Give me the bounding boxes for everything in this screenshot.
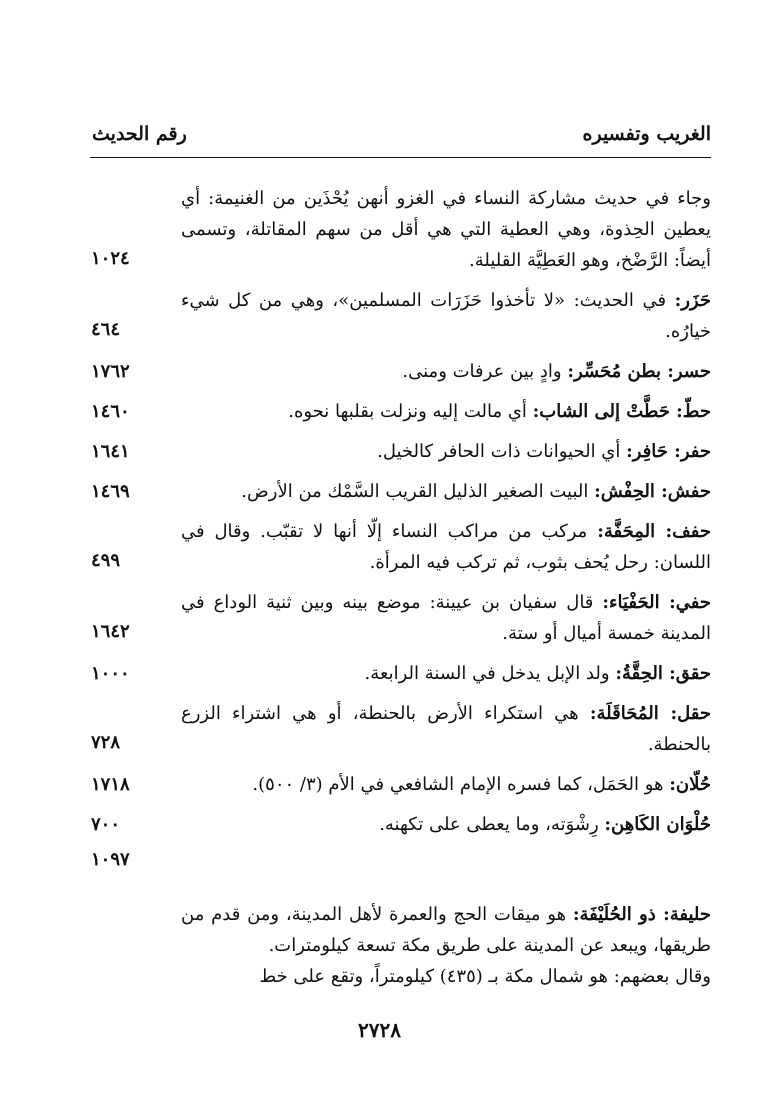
page-number: ٢٧٢٨	[358, 1018, 401, 1042]
entry-definition: مركب من مراكب النساء إلّا أنها لا تقبّب. وقال في اللسان: رحل يُحف بثوب، ثم تركب فيه المرأة.	[181, 521, 711, 573]
entry-text	[181, 396, 711, 427]
glossary-entry	[91, 356, 711, 387]
entry-definition: هو الحَمَل، كما فسره الإمام الشافعي في الأم (٣/ ٥٠٠).	[252, 774, 670, 795]
entry-text	[181, 698, 711, 760]
glossary-entry	[91, 587, 711, 649]
entry-term: حُلْوَان الكَاهِن:	[604, 814, 711, 835]
entry-text	[181, 658, 711, 689]
entry-definition: أي الحيوانات ذات الحافر كالخيل.	[377, 441, 627, 462]
glossary-entry	[91, 476, 711, 507]
entry-text	[181, 183, 711, 276]
hadith-number: ١٤٦٩	[91, 481, 130, 502]
entry-definition: وادٍ بين عرفات ومنى.	[402, 361, 568, 382]
entry-definition: في الحديث: «لا تأخذوا حَزَرَات المسلمين»، وهي من كل شيء خيارُه.	[181, 290, 711, 342]
hadith-number: ١٠٩٧	[91, 849, 130, 870]
entry-term: حطّ: حَطَّتْ إلى الشاب:	[532, 401, 711, 422]
hadith-number: ١٠٢٤	[91, 248, 130, 269]
entry-text	[181, 436, 711, 467]
entry-text	[181, 899, 711, 961]
entry-definition: وجاء في حديث مشاركة النساء في الغزو أنهن يُحْذَين من الغنيمة: أي يعطين الحِذوة، وهي العطية التي هي أقل من سهم المقاتلة، وتسمى أيضاً: الرَّضْخ، وهو العَطِيَّة القليلة.	[181, 188, 711, 271]
glossary-entries	[91, 183, 711, 1001]
entry-text	[181, 809, 711, 840]
entry-definition: البيت الصغير الذليل القريب السَّمْك من الأرض.	[241, 481, 595, 502]
header-rule	[90, 157, 711, 158]
column-heading-hadith-number: رقم الحديث	[92, 123, 187, 145]
entry-definition: ولد الإبل يدخل في السنة الرابعة.	[364, 663, 616, 684]
glossary-entry	[91, 698, 711, 760]
entry-definition: أي مالت إليه ونزلت بقلبها نحوه.	[288, 401, 533, 422]
hadith-number: ٤٩٩	[91, 550, 121, 571]
hadith-number: ٧٠٠	[91, 814, 121, 835]
entry-continuation: وقال بعضهم: هو شمال مكة بـ (٤٣٥) كيلومتراً، وتقع على خط	[259, 966, 711, 987]
glossary-entry	[91, 516, 711, 578]
glossary-entry	[91, 183, 711, 276]
glossary-entry	[91, 809, 711, 840]
entry-text	[181, 587, 711, 649]
glossary-entry	[91, 658, 711, 689]
entry-text	[181, 476, 711, 507]
glossary-entry	[91, 899, 711, 992]
glossary-entry	[91, 436, 711, 467]
hadith-number: ١٧٦٢	[91, 361, 130, 382]
hadith-number: ١٠٠٠	[91, 663, 130, 684]
spacer	[91, 875, 711, 899]
entry-definition: رِشْوَته، وما يعطى على تكهنه.	[379, 814, 605, 835]
entry-text	[181, 769, 711, 800]
hadith-number: ١٦٤٢	[91, 621, 130, 642]
hadith-number: ٤٦٤	[91, 319, 121, 340]
entry-text	[181, 356, 711, 387]
glossary-entry	[91, 769, 711, 800]
entry-term: حقق: الحِقَّةُ:	[615, 663, 711, 684]
entry-term: حقل: المُحَاقَلَة:	[589, 703, 711, 724]
entry-term: حفي: الحَفْيَاء:	[602, 592, 711, 613]
entry-term: حليفة: ذو الحُلَيْفَة:	[572, 904, 711, 925]
hadith-number: ١٧١٨	[91, 774, 130, 795]
hadith-number: ٧٢٨	[91, 732, 121, 753]
entry-term: حفر: حَافِر:	[626, 441, 711, 462]
entry-term: حفش: الحِفْش:	[594, 481, 711, 502]
hadith-number: ١٦٤١	[91, 441, 130, 462]
glossary-entry	[91, 285, 711, 347]
entry-definition: هو ميقات الحج والعمرة لأهل المدينة، ومن قدم من طريقها، ويبعد عن المدينة على طريق مكة تسعة كيلومترات.	[181, 904, 711, 956]
entry-definition: قال سفيان بن عيينة: موضع بينه وبين ثنية الوداع في المدينة خمسة أميال أو ستة.	[181, 592, 711, 644]
entry-text	[181, 516, 711, 578]
entry-text	[181, 285, 711, 347]
entry-term: حَزَر:	[674, 290, 711, 311]
entry-definition: هي استكراء الأرض بالحنطة، أو هي اشتراء الزرع بالحنطة.	[181, 703, 711, 755]
entry-term: حسر: بطن مُحَسِّر:	[567, 361, 711, 382]
entry-term: حفف: المِحَفَّة:	[597, 521, 712, 542]
running-title: الغريب وتفسيره	[582, 123, 711, 145]
entry-term: حُلّان:	[669, 774, 711, 795]
orphan-number-row	[91, 849, 711, 875]
hadith-number: ١٤٦٠	[91, 401, 130, 422]
glossary-entry	[91, 396, 711, 427]
